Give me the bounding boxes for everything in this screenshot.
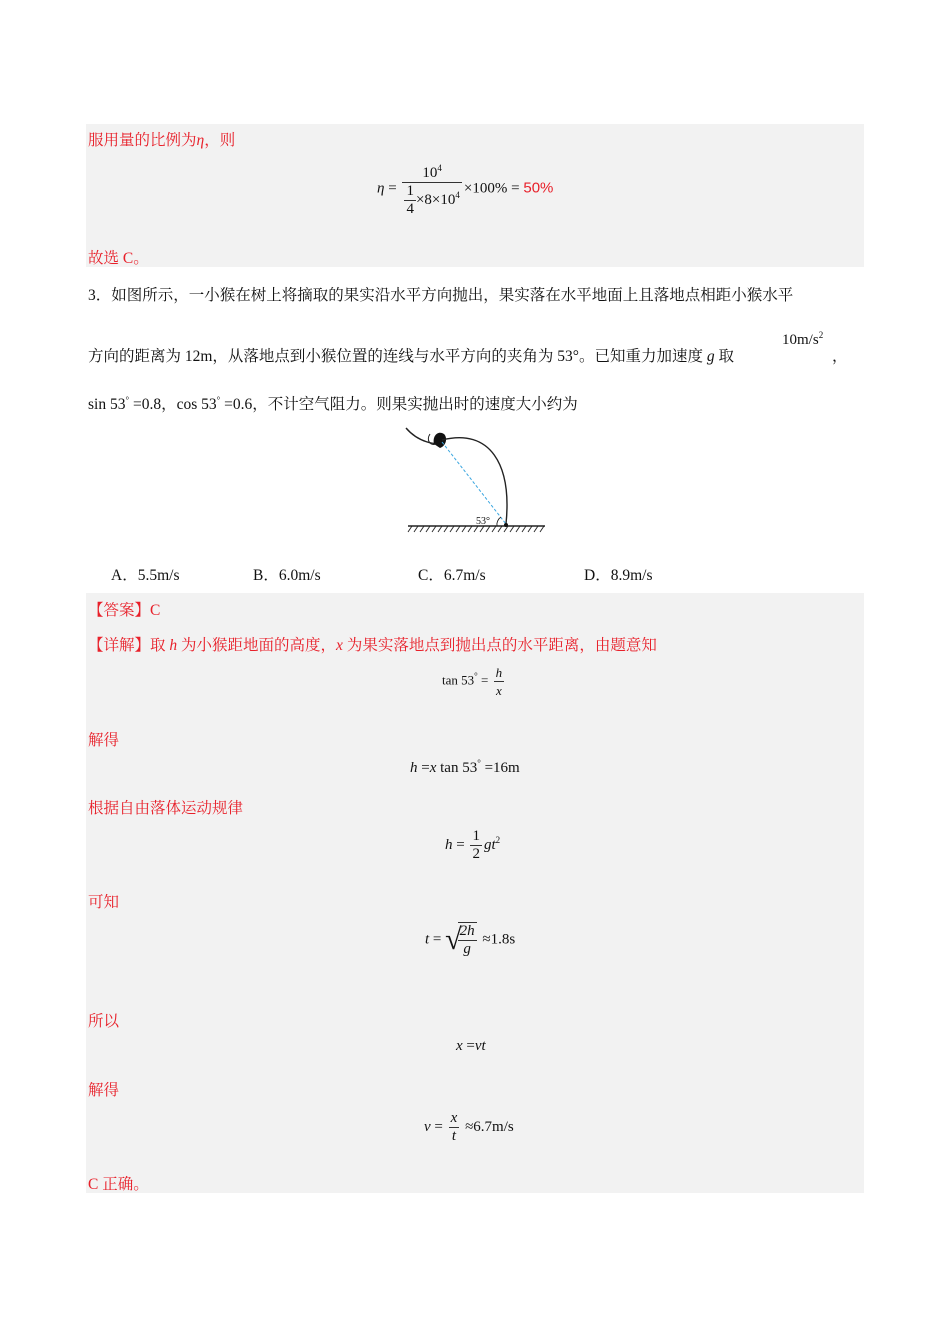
efficiency-fraction: $10^4$ $\frac{1}{4}$ $\times 8\times 10^4$ bbox=[402, 160, 462, 218]
monkey-trajectory-figure bbox=[400, 424, 550, 536]
prev-solution-line: 服用量的比例为η，则 bbox=[88, 132, 236, 149]
time-equation: t = √ $\frac{2h}{g}$ ≈1.8s bbox=[425, 923, 516, 957]
landing-point bbox=[504, 523, 508, 527]
gravity-value: $10m/s^2$ bbox=[782, 330, 824, 348]
detail-line: 【详解】取 h 为小猴距地面的高度，x 为果实落地点到抛出点的水平距离，由题意知 bbox=[88, 637, 657, 654]
trajectory-curve bbox=[442, 438, 507, 524]
angle-label: 53° bbox=[476, 516, 490, 527]
option-c[interactable]: C．6.7m/s bbox=[418, 567, 486, 584]
question-line-2: 方向的距离为 12m，从落地点到小猴位置的连线与水平方向的夹角为 53°。已知重力加速度 g 取 bbox=[88, 348, 735, 365]
tan-equation: tan 53° = $\frac{h}{x}$ bbox=[442, 665, 503, 698]
sqrt-symbol: √ bbox=[445, 923, 462, 956]
prev-solution-conclusion: 故选 C。 bbox=[88, 250, 149, 267]
displacement-equation: x =vt bbox=[456, 1038, 486, 1054]
monkey-icon bbox=[434, 433, 446, 448]
solve-label-2: 解得 bbox=[88, 1082, 120, 1099]
height-equation: h =x tan 53° =16m bbox=[410, 758, 520, 776]
free-fall-label: 根据自由落体运动规律 bbox=[88, 800, 244, 817]
option-d[interactable]: D．8.9m/s bbox=[584, 567, 653, 584]
answer-line: 【答案】C bbox=[88, 602, 161, 619]
angle-arc bbox=[497, 517, 501, 526]
question-line-1: 3．如图所示，一小猴在树上将摘取的果实沿水平方向抛出，果实落在水平地面上且落地点相距小猴水平 bbox=[88, 287, 794, 304]
efficiency-equation: η = $10^4$ $\frac{1}{4}$ $\times 8\times 10^4$ ×100% = 50% bbox=[377, 160, 553, 218]
velocity-equation: v = $\frac{x}{t}$ ≈6.7m/s bbox=[424, 1110, 514, 1144]
question-line-3: sin 53° =0.8，cos 53° =0.6，不计空气阻力。则果实抛出时的速度大小约为 bbox=[88, 394, 578, 413]
know-label: 可知 bbox=[88, 894, 120, 911]
final-conclusion: C 正确。 bbox=[88, 1176, 149, 1193]
solve-label-1: 解得 bbox=[88, 732, 120, 749]
option-b[interactable]: B．6.0m/s bbox=[253, 567, 321, 584]
so-label: 所以 bbox=[88, 1013, 120, 1030]
sight-line bbox=[442, 442, 506, 524]
free-fall-equation: h = $\frac{1}{2}$ $gt^2$ bbox=[445, 828, 501, 862]
question-line-2-comma: ， bbox=[832, 348, 848, 365]
option-a[interactable]: A．5.5m/s bbox=[111, 567, 180, 584]
